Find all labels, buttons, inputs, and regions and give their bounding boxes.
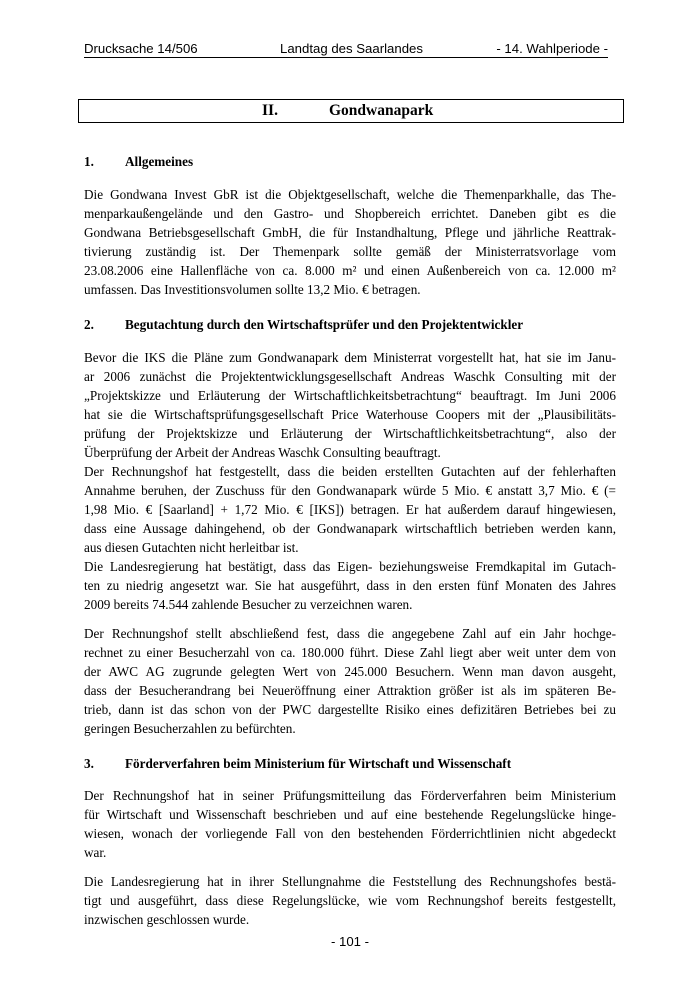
section-title: Allgemeines — [125, 154, 194, 169]
section-heading-1 — [84, 154, 193, 170]
section-number: 1. — [84, 154, 94, 169]
text-line: menparkaußengelände und den Gastro- und Shopbereich errichtet. Daneben gibt es die — [84, 206, 616, 221]
section-number: 3. — [84, 756, 94, 771]
page-number: - 101 - — [330, 934, 370, 949]
text-line: tivierung zuständig ist. Der Themenpark sollte gemäß der Ministerratsvorlage vom — [84, 244, 616, 259]
text-line: rechnet zu einer Besucherzahl von ca. 180.000 führt. Diese Zahl liegt aber weit unter dem von — [84, 645, 616, 660]
text-line: Annahme beruhen, der Zuschuss für den Gondwanapark würde 5 Mio. € anstatt 3,7 Mio. € (= — [84, 483, 616, 498]
paragraph — [84, 185, 616, 299]
text-line: trieb, dann ist das schon von der PWC dargestellte Risiko eines defizitären Betriebes bei zu — [84, 702, 616, 717]
parliament-name: Landtag des Saarlandes — [280, 41, 423, 56]
chapter-number: II. — [262, 102, 278, 119]
text-line: Die Landesregierung hat in ihrer Stellungnahme die Feststellung des Rechnungshofes bestä- — [84, 874, 616, 889]
text-line: inzwischen geschlossen wurde. — [84, 912, 250, 927]
text-line: ten zu niedrig angesetzt war. Sie hat ausgeführt, dass in den ersten fünf Monaten des Jahres — [84, 578, 616, 593]
text-line: Die Landesregierung hat bestätigt, dass das Eigen- beziehungsweise Fremdkapital im Gutach- — [84, 559, 616, 574]
text-line: Die Gondwana Invest GbR ist die Objektgesellschaft, welche die Themenparkhalle, das The- — [84, 187, 616, 202]
text-line: „Projektskizze und Erläuterung der Wirtschaftlichkeitsbetrachtung“ beauftragt. Im Juni 2006 — [84, 388, 616, 403]
section-title: Begutachtung durch den Wirtschaftsprüfer und den Projektentwickler — [125, 317, 524, 332]
text-line: war. — [84, 845, 107, 860]
text-line: ar 2006 zunächst die Projektentwicklungsgesellschaft Andreas Waschk Consulting mit der — [84, 369, 616, 384]
paragraph — [84, 557, 616, 614]
section-heading-2 — [84, 317, 523, 333]
text-line: 2009 bereits 74.544 zahlende Besucher zu verzeichnen waren. — [84, 597, 413, 612]
chapter-title: Gondwanapark — [329, 102, 434, 119]
text-line: Der Rechnungshof stellt abschließend fest, dass die angegebene Zahl auf ein Jahr hochge- — [84, 626, 616, 641]
text-line: geringen Besucherzahlen zu befürchten. — [84, 721, 296, 736]
section-heading-3 — [84, 756, 511, 772]
text-line: hat sie die Wirtschaftsprüfungsgesellschaft Price Waterhouse Coopers mit der „Plausibilitäts- — [84, 407, 616, 422]
text-line: für Wirtschaft und Wissenschaft beschrieben und auf eine bestehende Regelungslücke hinge- — [84, 807, 616, 822]
chapter-heading — [78, 99, 624, 123]
text-line: 1,98 Mio. € [Saarland] + 1,72 Mio. € [IKS]) betragen. Er hat außerdem darauf hingewiesen, — [84, 502, 616, 517]
paragraph — [84, 462, 616, 557]
paragraph — [84, 348, 616, 462]
text-line: Der Rechnungshof hat in seiner Prüfungsmitteilung das Förderverfahren beim Ministerium — [84, 788, 616, 803]
text-line: Überprüfung der Arbeit der Andreas Waschk Consulting beauftragt. — [84, 445, 441, 460]
text-line: Gondwana Betriebsgesellschaft GmbH, die für Instandhaltung, Pflege und jährliche Reattrak- — [84, 225, 616, 240]
text-line: dass eine Aussage dahingehend, ob der Gondwanapark wirtschaftlich betrieben werden kann, — [84, 521, 616, 536]
section-title: Förderverfahren beim Ministerium für Wirtschaft und Wissenschaft — [125, 756, 512, 771]
legislative-period: - 14. Wahlperiode - — [496, 41, 608, 56]
text-line: Der Rechnungshof hat festgestellt, dass die beiden erstellten Gutachten auf der fehlerhaften — [84, 464, 616, 479]
text-line: wiesen, wonach der vorliegende Fall von den bestehenden Förderrichtlinien nicht abgedeckt — [84, 826, 616, 841]
paragraph — [84, 872, 616, 929]
paragraph — [84, 786, 616, 862]
text-line: dass der Besucherandrang bei Neueröffnung einer Attraktion größer ist als im späteren Be- — [84, 683, 616, 698]
text-line: 23.08.2006 eine Hallenfläche von ca. 8.000 m² und einen Außenbereich von ca. 12.000 m² — [84, 263, 616, 278]
document-number: Drucksache 14/506 — [84, 41, 198, 56]
text-line: Bevor die IKS die Pläne zum Gondwanapark dem Ministerrat vorgestellt hat, hat sie im Janu- — [84, 350, 616, 365]
text-line: prüfung der Projektskizze und Erläuterung der Wirtschaftlichkeitsbetrachtung“, also der — [84, 426, 616, 441]
header-rule — [84, 57, 608, 58]
text-line: umfassen. Das Investitionsvolumen sollte 13,2 Mio. € betragen. — [84, 282, 421, 297]
section-number: 2. — [84, 317, 94, 332]
text-line: aus diesen Gutachten nicht herleitbar ist. — [84, 540, 299, 555]
paragraph — [84, 624, 616, 738]
text-line: tigt und ausgeführt, dass diese Regelungslücke, wie vom Rechnungshof bereits festgestellt, — [84, 893, 616, 908]
text-line: der AWC AG zugrunde gelegten Wert von 245.000 Besuchern. Wenn man davon ausgeht, — [84, 664, 616, 679]
